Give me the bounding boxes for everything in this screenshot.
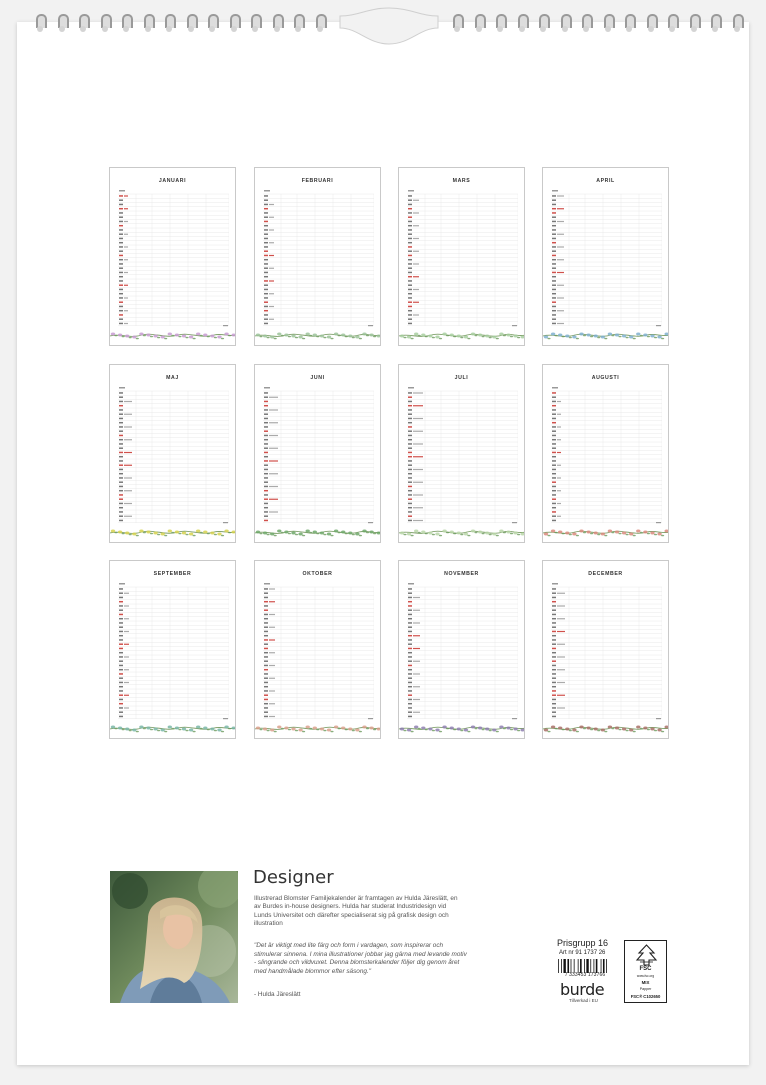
month-day-grid xyxy=(118,190,229,328)
binding-ring xyxy=(121,14,130,34)
designer-signature: - Hulda Järeslätt xyxy=(254,991,301,998)
month-name: DECEMBER xyxy=(588,571,623,577)
floral-border xyxy=(255,331,381,340)
floral-border xyxy=(543,724,669,733)
floral-border xyxy=(255,528,381,537)
price-group: Prisgrupp 16 xyxy=(557,938,609,948)
fsc-paper: Papper xyxy=(639,987,652,991)
designer-bio: Illustrerad Blomster Familjekalender är framtagen av Hulda Järeslätt, en av Burdes in-house designers. Hulda har studerat Industridesign vid Lunds Universitet och därefter specialiserat sig på grafisk design och illustration xyxy=(254,895,458,928)
month-page-november xyxy=(398,560,525,739)
designer-quote: "Det är viktigt med lite färg och form i vardagen, som inspirerar och stimulerar sinnena. I mina illustrationer jobbar jag gärna med levande motiv - slingrande och vildvuxet. Denna blomsterkalender följer dig genom året med handmålade blommor efter säsong." xyxy=(254,942,467,975)
fsc-mix: MIX xyxy=(641,980,650,985)
binding-ring xyxy=(250,14,259,34)
month-name: AUGUSTI xyxy=(591,375,620,381)
month-name: MARS xyxy=(452,178,471,184)
binding-ring xyxy=(474,14,483,34)
binding-ring xyxy=(229,14,238,34)
month-day-grid xyxy=(551,190,662,328)
binding-ring xyxy=(207,14,216,34)
month-name: OKTOBER xyxy=(302,571,333,577)
binding-ring xyxy=(78,14,87,34)
month-day-grid xyxy=(263,190,374,328)
binding-ring xyxy=(560,14,569,34)
month-name: FEBRUARI xyxy=(301,178,334,184)
binding-ring xyxy=(57,14,66,34)
burde-logo: burde xyxy=(560,980,605,999)
month-page-augusti xyxy=(542,364,669,543)
barcode xyxy=(557,959,614,973)
month-day-grid xyxy=(407,387,518,525)
month-page-juni xyxy=(254,364,381,543)
binding-ring xyxy=(538,14,547,34)
month-page-mars xyxy=(398,167,525,346)
month-name: SEPTEMBER xyxy=(153,571,192,577)
month-day-grid xyxy=(263,387,374,525)
binding-ring xyxy=(452,14,461,34)
fsc-tree-icon xyxy=(625,943,668,967)
binding-ring xyxy=(272,14,281,34)
designer-heading: Designer xyxy=(253,867,334,888)
printed-in: Tillverkad i EU xyxy=(569,998,598,1003)
month-day-grid xyxy=(118,387,229,525)
month-name: JUNI xyxy=(310,375,325,381)
month-page-september xyxy=(109,560,236,739)
month-day-grid xyxy=(551,583,662,721)
binding-ring xyxy=(164,14,173,34)
binding-ring xyxy=(624,14,633,34)
barcode-digits: 7 333453 173766 xyxy=(564,972,606,978)
floral-border xyxy=(110,331,236,340)
month-page-april xyxy=(542,167,669,346)
hanger-cutout xyxy=(338,6,440,46)
month-page-december xyxy=(542,560,669,739)
month-page-oktober xyxy=(254,560,381,739)
month-overview-grid xyxy=(109,167,669,742)
binding-ring xyxy=(710,14,719,34)
floral-border xyxy=(543,528,669,537)
binding-ring xyxy=(667,14,676,34)
month-name: APRIL xyxy=(596,178,615,184)
fsc-url: www.fsc.org xyxy=(636,974,655,978)
binding-ring xyxy=(143,14,152,34)
binding-ring xyxy=(581,14,590,34)
article-number: Art nr 91 1737 26 xyxy=(559,950,606,956)
binding-ring xyxy=(495,14,504,34)
month-name: MAJ xyxy=(166,375,179,381)
month-name: NOVEMBER xyxy=(444,571,479,577)
floral-border xyxy=(110,528,236,537)
fsc-label xyxy=(624,940,667,1003)
binding-ring xyxy=(315,14,324,34)
binding-ring xyxy=(603,14,612,34)
month-day-grid xyxy=(407,583,518,721)
month-day-grid xyxy=(118,583,229,721)
month-day-grid xyxy=(407,190,518,328)
fsc-code: FSC® C102650 xyxy=(630,994,661,999)
binding-ring xyxy=(35,14,44,34)
floral-border xyxy=(543,331,669,340)
binding-ring xyxy=(186,14,195,34)
floral-border xyxy=(399,528,525,537)
month-day-grid xyxy=(263,583,374,721)
binding-ring xyxy=(689,14,698,34)
binding-ring xyxy=(517,14,526,34)
floral-border xyxy=(255,724,381,733)
month-page-maj xyxy=(109,364,236,543)
month-page-januari xyxy=(109,167,236,346)
month-page-februari xyxy=(254,167,381,346)
binding-ring xyxy=(646,14,655,34)
floral-border xyxy=(399,331,525,340)
month-day-grid xyxy=(551,387,662,525)
binding-ring xyxy=(732,14,741,34)
month-page-juli xyxy=(398,364,525,543)
binding-ring xyxy=(293,14,302,34)
month-name: JULI xyxy=(454,375,469,381)
month-name: JANUARI xyxy=(158,178,187,184)
floral-border xyxy=(399,724,525,733)
fsc-word: FSC xyxy=(639,966,652,972)
floral-border xyxy=(110,724,236,733)
designer-photo xyxy=(110,871,238,1003)
binding-ring xyxy=(100,14,109,34)
